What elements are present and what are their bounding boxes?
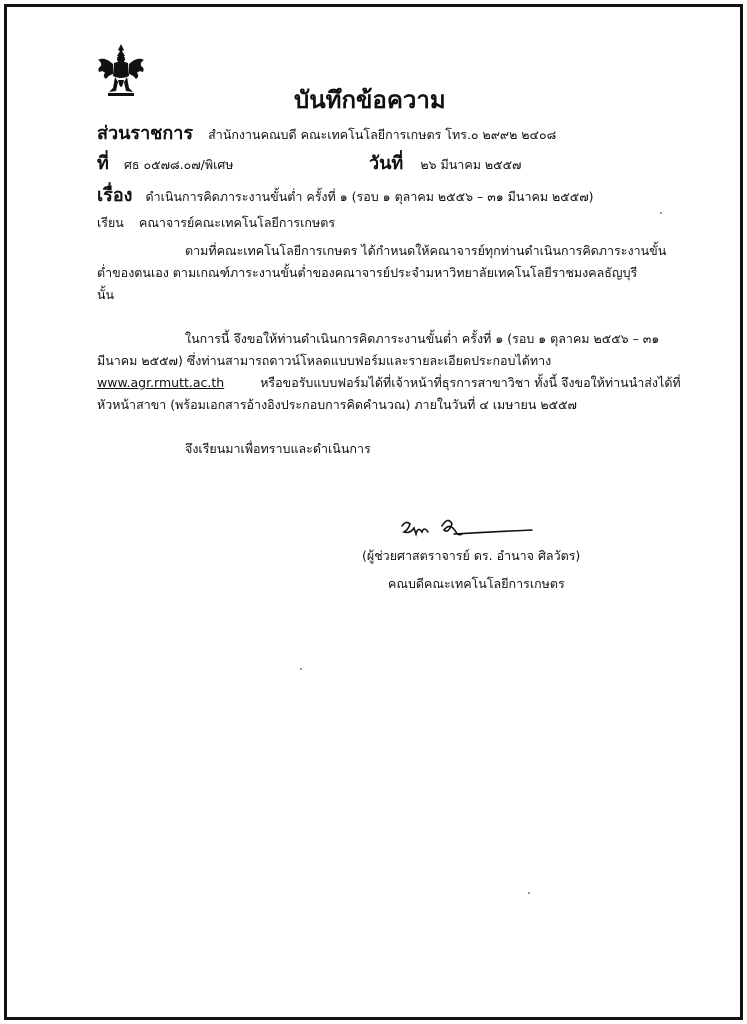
memo-title: บันทึกข้อความ: [294, 86, 446, 114]
document-number-label: ที่: [97, 153, 109, 174]
paragraph-2-line-3-text: หรือขอรับแบบฟอร์มได้ที่เจ้าหน้าที่ธุรการสาขาวิชา ทั้งนี้ จึงขอให้ท่านนำส่งได้ที่: [260, 375, 681, 390]
scan-speck: [660, 212, 662, 214]
date-label: วันที่: [369, 153, 404, 174]
recipient-row: [97, 212, 335, 233]
scan-speck: [528, 892, 530, 894]
department-label: ส่วนราชการ: [97, 123, 194, 144]
website-link[interactable]: www.agr.rmutt.ac.th: [97, 375, 225, 390]
paragraph-2-line-1: ในการนี้ จึงขอให้ท่านดำเนินการคิดภาระงานขั้นต่ำ ครั้งที่ ๑ (รอบ ๑ ตุลาคม ๒๕๕๖ – ๓๑: [185, 331, 660, 346]
paragraph-1-line-3: นั้น: [97, 287, 115, 302]
recipient-label: เรียน: [97, 215, 124, 230]
paragraph-2-line-4: หัวหน้าสาขา (พร้อมเอกสารอ้างอิงประกอบการคิดคำนวณ) ภายในวันที่ ๔ เมษายน ๒๕๕๗: [97, 397, 577, 412]
signer-name: (ผู้ช่วยศาสตราจารย์ ดร. อำนาจ ศิลวัตร): [362, 548, 581, 563]
department-value: สำนักงานคณบดี คณะเทคโนโลยีการเกษตร โทร.๐ ๒๙๙๒ ๒๔๐๘: [208, 127, 557, 142]
signer-title: คณบดีคณะเทคโนโลยีการเกษตร: [388, 576, 565, 591]
subject-label: เรื่อง: [97, 185, 133, 206]
date-row: [369, 148, 521, 177]
garuda-emblem-icon: [96, 42, 146, 98]
paragraph-2-line-3: [97, 372, 681, 394]
paragraph-1-line-1: ตามที่คณะเทคโนโลยีการเกษตร ได้กำหนดให้คณาจารย์ทุกท่านดำเนินการคิดภาระงานขั้น: [185, 243, 667, 258]
handwritten-signature-icon: [398, 512, 538, 546]
subject-row: [97, 180, 594, 209]
paragraph-2-line-2: มีนาคม ๒๕๕๗) ซึ่งท่านสามารถดาวน์โหลดแบบฟอร์มและรายละเอียดประกอบได้ทาง: [97, 353, 552, 368]
department-row: [97, 118, 556, 147]
date-value: ๒๖ มีนาคม ๒๕๕๗: [420, 157, 522, 172]
document-number-row: [97, 148, 234, 177]
paragraph-1-line-2: ต่ำของตนเอง ตามเกณฑ์ภาระงานขั้นต่ำของคณาจารย์ประจำมหาวิทยาลัยเทคโนโลยีราชมงคลธัญบุรี: [97, 265, 638, 280]
closing-sentence: จึงเรียนมาเพื่อทราบและดำเนินการ: [185, 441, 371, 456]
subject-value: ดำเนินการคิดภาระงานขั้นต่ำ ครั้งที่ ๑ (รอบ ๑ ตุลาคม ๒๕๕๖ – ๓๑ มีนาคม ๒๕๕๗): [145, 189, 594, 204]
document-number-value: ศธ ๐๕๗๘.๐๗/พิเศษ: [123, 157, 234, 172]
recipient-value: คณาจารย์คณะเทคโนโลยีการเกษตร: [138, 215, 336, 230]
scan-speck: [300, 668, 302, 670]
